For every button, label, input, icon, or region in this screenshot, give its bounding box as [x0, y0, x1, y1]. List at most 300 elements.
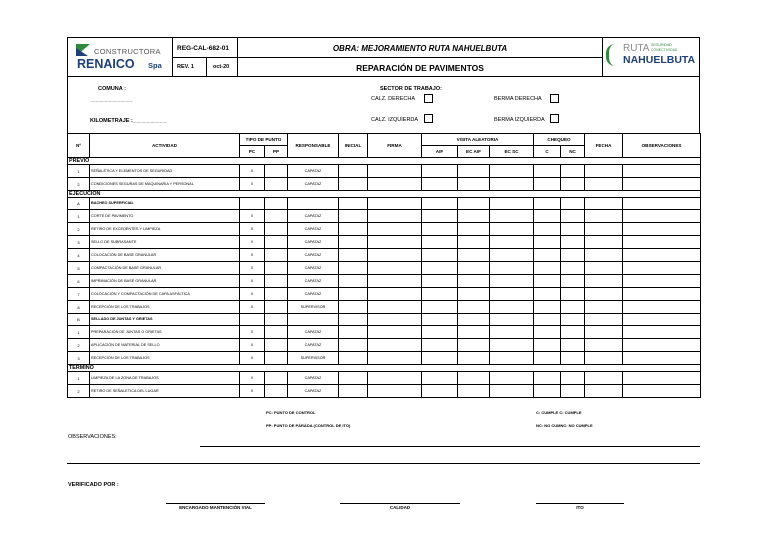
row-responsable: CAPATAZ	[288, 372, 339, 385]
row-ec-sc[interactable]	[490, 210, 534, 223]
kilometraje-field[interactable]: ...........................................	[132, 119, 167, 124]
observaciones-label: OBSERVACIONES:	[68, 434, 117, 440]
row-activity: COLOCACIÓN Y COMPACTACIÓN DE CAPA ASFÁLTICA	[90, 288, 240, 301]
row-nc[interactable]	[561, 339, 585, 352]
row-number: 3	[68, 236, 90, 249]
table-row	[68, 385, 701, 398]
row-nc[interactable]	[561, 352, 585, 365]
row-firma[interactable]	[368, 165, 422, 178]
table-row	[68, 275, 701, 288]
row-inicial[interactable]	[339, 223, 368, 236]
row-c[interactable]	[534, 210, 561, 223]
row-nc[interactable]	[561, 210, 585, 223]
row-pp[interactable]	[265, 385, 288, 398]
row-responsable: CAPATAZ	[288, 262, 339, 275]
row-pc[interactable]: X	[240, 339, 265, 352]
row-c[interactable]	[534, 326, 561, 339]
empty-cell	[490, 198, 534, 210]
row-observaciones[interactable]	[623, 236, 701, 249]
row-inicial[interactable]	[339, 288, 368, 301]
row-nc[interactable]	[561, 262, 585, 275]
col-observaciones: OBSERVACIONES	[623, 134, 701, 158]
row-nc[interactable]	[561, 372, 585, 385]
row-fecha[interactable]	[585, 275, 623, 288]
row-ec-aif[interactable]	[458, 236, 490, 249]
row-aif[interactable]	[422, 301, 458, 314]
row-activity: IMPRIMACIÓN DE BASE GRANULAR	[90, 275, 240, 288]
row-pc[interactable]: X	[240, 236, 265, 249]
row-firma[interactable]	[368, 339, 422, 352]
row-pc[interactable]: X	[240, 223, 265, 236]
row-fecha[interactable]	[585, 326, 623, 339]
col-tipo: TIPO DE PUNTO	[240, 134, 288, 146]
signature-mantencion: ENCARGADO MANTENCIÓN VIAL	[179, 505, 252, 510]
row-c[interactable]	[534, 236, 561, 249]
signature-line-mantencion[interactable]	[166, 503, 265, 504]
verificado-label: VERIFICADO POR :	[68, 482, 119, 488]
row-c[interactable]	[534, 249, 561, 262]
empty-cell	[561, 314, 585, 326]
row-inicial[interactable]	[339, 339, 368, 352]
row-number: 8	[68, 301, 90, 314]
row-ec-aif[interactable]	[458, 301, 490, 314]
row-pp[interactable]	[265, 165, 288, 178]
observaciones-line-2[interactable]	[67, 463, 700, 464]
row-aif[interactable]	[422, 288, 458, 301]
row-responsable: CAPATAZ	[288, 178, 339, 191]
row-ec-aif[interactable]	[458, 178, 490, 191]
row-pc[interactable]: X	[240, 249, 265, 262]
row-pp[interactable]	[265, 326, 288, 339]
row-observaciones[interactable]	[623, 385, 701, 398]
row-pp[interactable]	[265, 223, 288, 236]
row-aif[interactable]	[422, 372, 458, 385]
row-fecha[interactable]	[585, 165, 623, 178]
row-observaciones[interactable]	[623, 210, 701, 223]
row-aif[interactable]	[422, 385, 458, 398]
row-ec-aif[interactable]	[458, 223, 490, 236]
empty-cell	[422, 314, 458, 326]
col-nc: NC	[561, 146, 585, 158]
row-observaciones[interactable]	[623, 352, 701, 365]
section-ejecucion: EJECUCIÓN	[68, 191, 701, 198]
empty-cell	[265, 198, 288, 210]
table-row	[68, 301, 701, 314]
brand-name: NAHUELBUTA	[623, 54, 696, 66]
empty-cell	[458, 314, 490, 326]
row-responsable: CAPATAZ	[288, 288, 339, 301]
row-pp[interactable]	[265, 339, 288, 352]
signature-line-ito[interactable]	[536, 503, 624, 504]
row-pc[interactable]: X	[240, 301, 265, 314]
legend-c: C: CUMPLE C: CUMPLE	[536, 410, 582, 415]
row-fecha[interactable]	[585, 352, 623, 365]
row-ec-aif[interactable]	[458, 288, 490, 301]
col-inicial: INICIAL	[339, 134, 368, 158]
observaciones-line-1[interactable]	[200, 446, 700, 447]
subsection-row	[68, 198, 701, 210]
row-firma[interactable]	[368, 385, 422, 398]
row-c[interactable]	[534, 275, 561, 288]
comuna-field[interactable]: ....................................................	[90, 98, 133, 103]
col-pp: PP	[265, 146, 288, 158]
row-responsable: CAPATAZ	[288, 165, 339, 178]
row-aif[interactable]	[422, 236, 458, 249]
section-previo: PREVIO	[68, 158, 701, 165]
row-aif[interactable]	[422, 262, 458, 275]
brand-tag2: CONECTIVIDAD	[651, 48, 678, 52]
table-row	[68, 288, 701, 301]
berma-izquierda-checkbox[interactable]	[550, 114, 559, 123]
row-pc[interactable]: X	[240, 178, 265, 191]
empty-cell	[623, 314, 701, 326]
col-c: C	[534, 146, 561, 158]
row-pc[interactable]: X	[240, 352, 265, 365]
row-c[interactable]	[534, 385, 561, 398]
row-observaciones[interactable]	[623, 223, 701, 236]
berma-derecha-checkbox[interactable]	[550, 94, 559, 103]
row-firma[interactable]	[368, 223, 422, 236]
brand-logo-cell	[603, 38, 700, 76]
row-ec-sc[interactable]	[490, 326, 534, 339]
col-visita: VISITA ALEATORIA	[422, 134, 534, 146]
empty-cell	[623, 198, 701, 210]
section-row	[68, 365, 701, 372]
row-ec-aif[interactable]	[458, 326, 490, 339]
subsection-number: A	[68, 198, 90, 210]
row-number: 1	[68, 165, 90, 178]
row-c[interactable]	[534, 223, 561, 236]
subsection-number: B	[68, 314, 90, 326]
row-ec-aif[interactable]	[458, 262, 490, 275]
empty-cell	[240, 198, 265, 210]
row-firma[interactable]	[368, 210, 422, 223]
row-ec-sc[interactable]	[490, 301, 534, 314]
row-nc[interactable]	[561, 165, 585, 178]
row-fecha[interactable]	[585, 288, 623, 301]
row-aif[interactable]	[422, 223, 458, 236]
row-responsable: SUPERVISOR	[288, 352, 339, 365]
row-fecha[interactable]	[585, 178, 623, 191]
comuna-label: COMUNA :	[98, 86, 126, 92]
row-firma[interactable]	[368, 301, 422, 314]
row-aif[interactable]	[422, 352, 458, 365]
row-observaciones[interactable]	[623, 339, 701, 352]
table-body	[68, 158, 701, 398]
row-inicial[interactable]	[339, 165, 368, 178]
table-row	[68, 165, 701, 178]
row-c[interactable]	[534, 262, 561, 275]
row-aif[interactable]	[422, 178, 458, 191]
row-c[interactable]	[534, 178, 561, 191]
empty-cell	[422, 198, 458, 210]
empty-cell	[339, 314, 368, 326]
row-aif[interactable]	[422, 210, 458, 223]
row-ec-sc[interactable]	[490, 249, 534, 262]
row-number: 7	[68, 288, 90, 301]
row-inicial[interactable]	[339, 262, 368, 275]
table-row	[68, 326, 701, 339]
row-firma[interactable]	[368, 236, 422, 249]
row-aif[interactable]	[422, 326, 458, 339]
row-fecha[interactable]	[585, 223, 623, 236]
empty-cell	[585, 314, 623, 326]
row-nc[interactable]	[561, 236, 585, 249]
col-aif: AIF	[422, 146, 458, 158]
empty-cell	[240, 314, 265, 326]
row-fecha[interactable]	[585, 385, 623, 398]
row-observaciones[interactable]	[623, 262, 701, 275]
col-pc: PC	[240, 146, 265, 158]
table-row	[68, 178, 701, 191]
row-aif[interactable]	[422, 275, 458, 288]
row-aif[interactable]	[422, 165, 458, 178]
row-activity: COLOCACIÓN DE BASE GRANULAR	[90, 249, 240, 262]
row-pc[interactable]: X	[240, 275, 265, 288]
row-observaciones[interactable]	[623, 288, 701, 301]
row-responsable: CAPATAZ	[288, 385, 339, 398]
row-activity: RETIRO DE SEÑALETICA DEL LUGAR	[90, 385, 240, 398]
row-observaciones[interactable]	[623, 372, 701, 385]
table-row	[68, 223, 701, 236]
row-nc[interactable]	[561, 385, 585, 398]
row-firma[interactable]	[368, 288, 422, 301]
row-responsable: CAPATAZ	[288, 339, 339, 352]
row-number: 6	[68, 275, 90, 288]
row-fecha[interactable]	[585, 339, 623, 352]
row-responsable: SUPERVISOR	[288, 301, 339, 314]
row-pc[interactable]: X	[240, 372, 265, 385]
subsection-title: SELLADO DE JUNTAS Y GRIETAS	[90, 314, 240, 326]
row-fecha[interactable]	[585, 262, 623, 275]
col-chequeo: CHEQUEO	[534, 134, 585, 146]
empty-cell	[288, 314, 339, 326]
legend-pc: PC: PUNTO DE CONTROL	[266, 410, 316, 415]
form-header	[67, 37, 700, 77]
calz-derecha-label: CALZ. DERECHA	[371, 96, 416, 102]
row-ec-sc[interactable]	[490, 372, 534, 385]
row-c[interactable]	[534, 301, 561, 314]
row-responsable: CAPATAZ	[288, 326, 339, 339]
col-fecha: FECHA	[585, 134, 623, 158]
row-pp[interactable]	[265, 210, 288, 223]
row-aif[interactable]	[422, 249, 458, 262]
row-number: 2	[68, 385, 90, 398]
calz-izquierda-checkbox[interactable]	[424, 114, 433, 123]
row-number: 5	[68, 262, 90, 275]
row-ec-sc[interactable]	[490, 262, 534, 275]
col-responsable: RESPONSABLE	[288, 134, 339, 158]
row-ec-sc[interactable]	[490, 385, 534, 398]
row-nc[interactable]	[561, 288, 585, 301]
row-ec-sc[interactable]	[490, 339, 534, 352]
row-firma[interactable]	[368, 262, 422, 275]
table-row	[68, 352, 701, 365]
signature-calidad: CALIDAD	[389, 505, 411, 510]
company-name: RENAICO	[77, 57, 135, 71]
row-nc[interactable]	[561, 249, 585, 262]
row-number: 1	[68, 326, 90, 339]
row-pc[interactable]: X	[240, 288, 265, 301]
row-nc[interactable]	[561, 275, 585, 288]
row-pp[interactable]	[265, 372, 288, 385]
row-pp[interactable]	[265, 352, 288, 365]
subsection-row	[68, 314, 701, 326]
row-observaciones[interactable]	[623, 301, 701, 314]
company-suffix: Spa	[148, 61, 162, 70]
company-top-text: CONSTRUCTORA	[94, 47, 161, 56]
row-ec-sc[interactable]	[490, 223, 534, 236]
row-ec-aif[interactable]	[458, 165, 490, 178]
section-row	[68, 191, 701, 198]
constructora-logo-mark	[76, 48, 88, 56]
rev-date: oct-20	[213, 64, 230, 70]
empty-cell	[534, 314, 561, 326]
row-ec-sc[interactable]	[490, 178, 534, 191]
section-row	[68, 158, 701, 165]
row-observaciones[interactable]	[623, 326, 701, 339]
empty-cell	[561, 198, 585, 210]
table-row	[68, 210, 701, 223]
form-title: REPARACIÓN DE PAVIMENTOS	[356, 63, 484, 73]
doc-code: REG-CAL-682-01	[177, 45, 230, 52]
berma-derecha-label: BERMA DERECHA	[494, 96, 542, 102]
company-logo-cell	[68, 38, 173, 76]
row-ec-sc[interactable]	[490, 275, 534, 288]
row-activity: CORTE DE PAVIMENTO	[90, 210, 240, 223]
row-inicial[interactable]	[339, 352, 368, 365]
row-pc[interactable]: X	[240, 326, 265, 339]
row-observaciones[interactable]	[623, 275, 701, 288]
row-fecha[interactable]	[585, 236, 623, 249]
row-c[interactable]	[534, 339, 561, 352]
row-firma[interactable]	[368, 249, 422, 262]
row-c[interactable]	[534, 372, 561, 385]
row-fecha[interactable]	[585, 372, 623, 385]
empty-cell	[458, 198, 490, 210]
row-observaciones[interactable]	[623, 165, 701, 178]
row-firma[interactable]	[368, 372, 422, 385]
row-c[interactable]	[534, 288, 561, 301]
calz-derecha-checkbox[interactable]	[424, 94, 433, 103]
row-observaciones[interactable]	[623, 249, 701, 262]
row-pc[interactable]: X	[240, 385, 265, 398]
row-pc[interactable]: X	[240, 165, 265, 178]
subsection-title: BACHEO SUPERFICIAL	[90, 198, 240, 210]
col-actividad: ACTIVIDAD	[90, 134, 240, 158]
row-pp[interactable]	[265, 236, 288, 249]
row-inicial[interactable]	[339, 372, 368, 385]
rev-split	[206, 57, 207, 77]
col-n: Nº	[68, 134, 90, 158]
row-number: 2	[68, 223, 90, 236]
row-pp[interactable]	[265, 275, 288, 288]
brand-tag1: SEGURIDAD	[651, 43, 672, 47]
row-fecha[interactable]	[585, 301, 623, 314]
rev-label: REV. 1	[177, 64, 194, 70]
row-ec-aif[interactable]	[458, 352, 490, 365]
section-termino: TERMINO	[68, 365, 701, 372]
row-pp[interactable]	[265, 301, 288, 314]
row-ec-sc[interactable]	[490, 288, 534, 301]
row-ec-sc[interactable]	[490, 352, 534, 365]
row-observaciones[interactable]	[623, 178, 701, 191]
row-number: 4	[68, 249, 90, 262]
signature-line-calidad[interactable]	[340, 503, 460, 504]
col-firma: FIRMA	[368, 134, 422, 158]
row-responsable: CAPATAZ	[288, 210, 339, 223]
row-ec-sc[interactable]	[490, 165, 534, 178]
row-ec-aif[interactable]	[458, 372, 490, 385]
row-ec-sc[interactable]	[490, 236, 534, 249]
row-fecha[interactable]	[585, 249, 623, 262]
row-pp[interactable]	[265, 249, 288, 262]
row-ec-aif[interactable]	[458, 385, 490, 398]
row-inicial[interactable]	[339, 301, 368, 314]
row-ec-aif[interactable]	[458, 275, 490, 288]
row-nc[interactable]	[561, 301, 585, 314]
row-nc[interactable]	[561, 223, 585, 236]
table-row	[68, 262, 701, 275]
row-aif[interactable]	[422, 339, 458, 352]
row-c[interactable]	[534, 165, 561, 178]
row-pp[interactable]	[265, 288, 288, 301]
table-header-row	[68, 134, 701, 146]
legend-pp: PP: PUNTO DE PÁRÁDA (CONTROL DE ITO)	[266, 423, 351, 428]
empty-cell	[490, 314, 534, 326]
row-firma[interactable]	[368, 326, 422, 339]
activity-table	[67, 133, 701, 398]
row-inicial[interactable]	[339, 178, 368, 191]
row-fecha[interactable]	[585, 210, 623, 223]
row-inicial[interactable]	[339, 210, 368, 223]
row-activity: RETIRO DE EXCEDENTES Y LIMPIEZA	[90, 223, 240, 236]
col-ec-aif: EC AIF	[458, 146, 490, 158]
row-inicial[interactable]	[339, 236, 368, 249]
row-nc[interactable]	[561, 178, 585, 191]
row-activity: APLICACIÓN DE MATERIAL DE SELLO	[90, 339, 240, 352]
row-ec-aif[interactable]	[458, 210, 490, 223]
row-pc[interactable]: X	[240, 210, 265, 223]
brand-ruta: RUTA	[623, 43, 650, 54]
empty-cell	[534, 198, 561, 210]
row-ec-aif[interactable]	[458, 249, 490, 262]
row-activity: CONDICIONES SEGURAS DE MAQUINARIA Y PERSONAL	[90, 178, 240, 191]
row-responsable: CAPATAZ	[288, 223, 339, 236]
row-activity: SELLO DE SUBRASANTE	[90, 236, 240, 249]
row-inicial[interactable]	[339, 326, 368, 339]
table-row	[68, 339, 701, 352]
row-inicial[interactable]	[339, 275, 368, 288]
berma-izquierda-label: BERMA IZQUIERDA	[494, 117, 545, 123]
row-pc[interactable]: X	[240, 262, 265, 275]
row-c[interactable]	[534, 352, 561, 365]
signature-ito: ITO	[576, 505, 584, 510]
row-firma[interactable]	[368, 352, 422, 365]
row-pp[interactable]	[265, 262, 288, 275]
row-number: 1	[68, 372, 90, 385]
row-number: 2	[68, 339, 90, 352]
row-inicial[interactable]	[339, 249, 368, 262]
row-pp[interactable]	[265, 178, 288, 191]
row-activity: COMPACTACIÓN DE BASE GRANULAR	[90, 262, 240, 275]
row-activity: RECEPCIÓN DE LOS TRABAJOS	[90, 352, 240, 365]
row-firma[interactable]	[368, 275, 422, 288]
row-ec-aif[interactable]	[458, 339, 490, 352]
row-inicial[interactable]	[339, 385, 368, 398]
row-nc[interactable]	[561, 326, 585, 339]
row-firma[interactable]	[368, 178, 422, 191]
